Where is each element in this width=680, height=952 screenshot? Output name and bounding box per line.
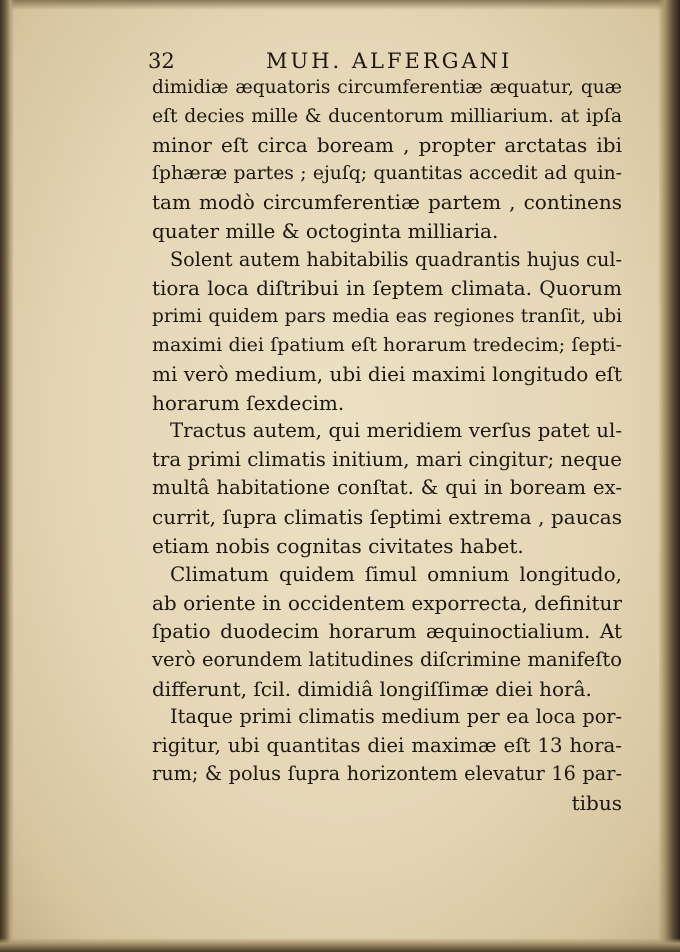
page-number: 32 xyxy=(148,49,175,73)
text-line: mi verò medium, ubi diei maximi longitudo eſt xyxy=(152,362,622,386)
text-line: ſphæræ partes ; ejuſq; quantitas accedit ad quin- xyxy=(152,162,622,184)
text-line: currit, ſupra climatis ſeptimi extrema , paucas xyxy=(152,505,622,529)
paragraph-start: Itaque primi climatis medium per ea loca por- xyxy=(170,705,622,729)
paragraph-start: Tractus autem, qui meridiem verſus patet ul- xyxy=(170,419,622,443)
text-line: tam modò circumferentiæ partem , continens xyxy=(152,190,622,215)
text-line: ab oriente in occidentem exporrecta, definitur xyxy=(152,590,622,615)
text-line: maximi diei ſpatium eſt horarum tredecim; ſepti- xyxy=(152,334,622,357)
text-line: tra primi climatis initium, mari cingitur; neque xyxy=(152,447,622,471)
text-line: verò eorundem latitudines diſcrimine manifeſto xyxy=(152,648,622,671)
text-line: multâ habitatione conſtat. & qui in boream ex- xyxy=(152,476,622,500)
paragraph-start: Solent autem habitabilis quadrantis hujus cul- xyxy=(170,247,622,271)
text-line: dimidiæ æquatoris circumferentiæ æquatur, quæ xyxy=(152,77,622,98)
text-line: rigitur, ubi quantitas diei maximæ eſt 13 hora- xyxy=(152,733,622,757)
catchword: tibus xyxy=(571,791,622,815)
text-line: tiora loca diſtribui in ſeptem climata. Quorum xyxy=(152,276,622,301)
text-line: quater mille & octoginta milliaria. xyxy=(152,219,499,243)
running-title: MUH. ALFERGANI xyxy=(266,49,513,73)
text-line: rum; & polus ſupra horizontem elevatur 16 par- xyxy=(152,762,622,786)
text-line: eſt decies mille & ducentorum milliarium. at ipſa xyxy=(152,105,622,127)
text-line: ſpatio duodecim horarum æquinoctialium. At xyxy=(152,619,622,644)
paragraph-start: Climatum quidem ſimul omnium longitudo, xyxy=(170,562,622,587)
text-line: primi quidem pars media eas regiones tranſit, ubi xyxy=(152,305,622,327)
text-line: horarum ſexdecim. xyxy=(152,390,345,415)
text-line: etiam nobis cognitas civitates habet. xyxy=(152,533,524,558)
text-line: minor eſt circa boream , propter arctatas ibi xyxy=(152,133,622,158)
text-line: differunt, ſcil. dimidiâ longiſſimæ diei horâ. xyxy=(152,676,592,701)
page-header xyxy=(148,44,628,78)
